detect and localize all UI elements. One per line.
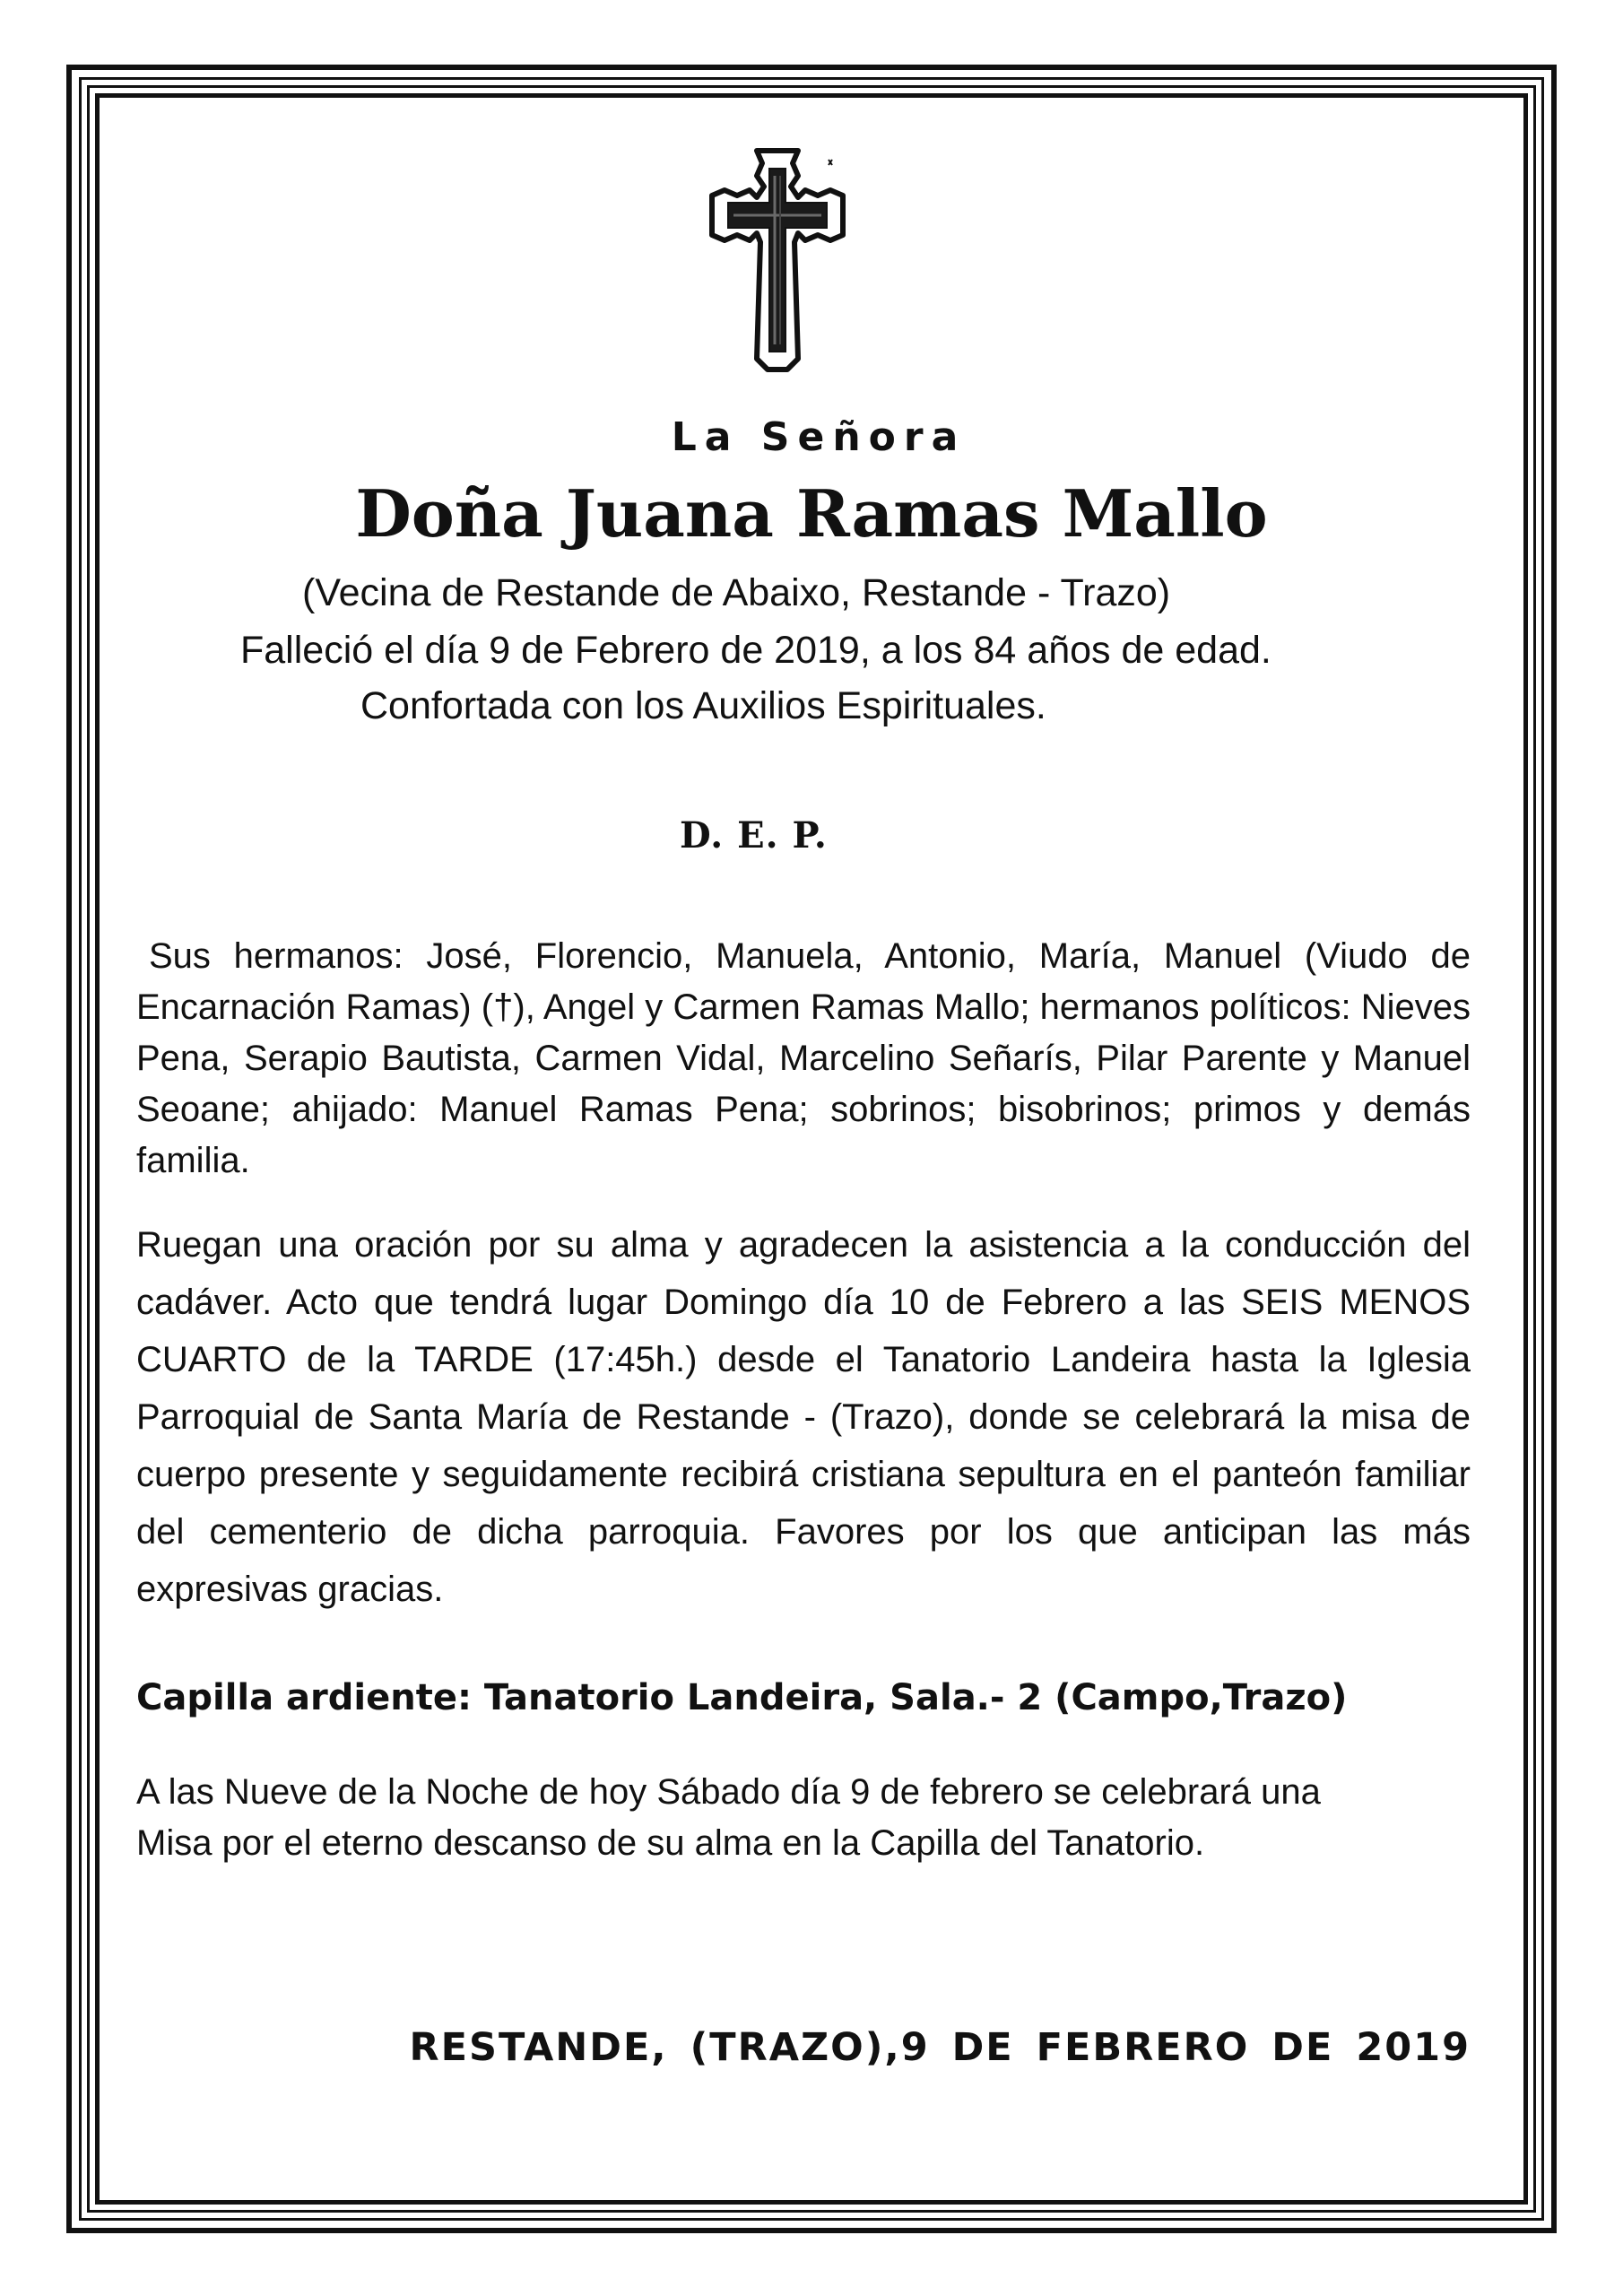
place-date: RESTANDE, (TRAZO),9 DE FEBRERO DE 2019: [409, 2025, 1471, 2070]
dep-heading: D. E. P.: [680, 814, 828, 857]
salutation: La Señora: [671, 414, 967, 460]
request-paragraph: Ruegan una oración por su alma y agradecen la asistencia a la conducción del cadáver. Acto que tendrá lugar Domingo día 10 de Febrero a las SEIS MENOS CUARTO de la TARDE (17:45h.) desde el Tanatorio Landeira hasta la Iglesia Parroquial de Santa María de Restande - (Trazo), donde se celebrará la misa de cuerpo presente y seguidamente recibirá cristiana sepultura en el panteón familiar del cementerio de dicha parroquia. Favores por los que anticipan las más expresivas gracias.: [136, 1225, 1471, 1609]
family-paragraph: Sus hermanos: José, Florencio, Manuela, Antonio, María, Manuel (Viudo de Encarnación Ramas) (†), Angel y Carmen Ramas Mallo; hermanos políticos: Nieves Pena, Serapio Bautista, Carmen Vidal, Marcelino Señarís, Pilar Parente y Manuel Seoane; ahijado: Manuel Ramas Pena; sobrinos; bisobrinos; primos y demás familia.: [136, 936, 1471, 1180]
chapel-line: Capilla ardiente: Tanatorio Landeira, Sala.- 2 (Campo,Trazo): [136, 1677, 1348, 1718]
death-line: Falleció el día 9 de Febrero de 2019, a los 84 años de edad.: [240, 629, 1271, 672]
deceased-name: Doña Juana Ramas Mallo: [355, 475, 1268, 552]
mass-paragraph: A las Nueve de la Noche de hoy Sábado día 9 de febrero se celebrará una Misa por el eterno descanso de su alma en la Capilla del Tanatorio.: [136, 1772, 1321, 1863]
latin-cross-icon: [698, 144, 857, 375]
residence-line: (Vecina de Restande de Abaixo, Restande - Trazo): [302, 571, 1171, 614]
comforted-line: Confortada con los Auxilios Espirituales.: [360, 684, 1046, 727]
